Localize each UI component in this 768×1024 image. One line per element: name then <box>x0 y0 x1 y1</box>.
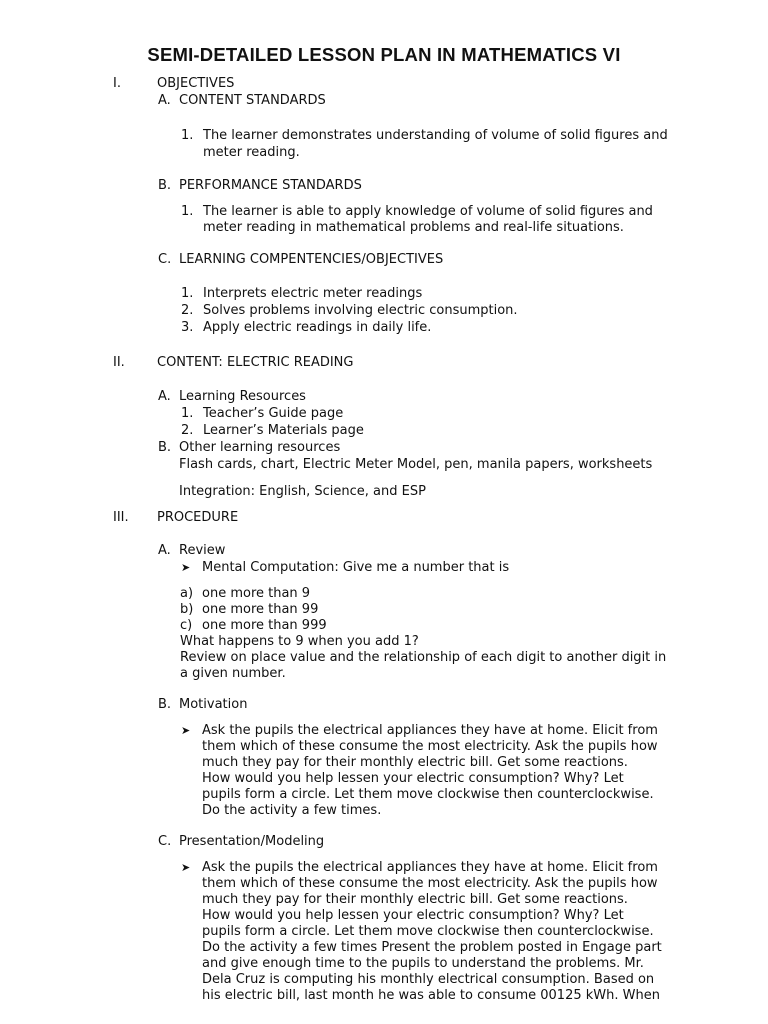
resource-item: Teacher’s Guide page <box>203 406 344 421</box>
subsection-other-resources: Other learning resources <box>179 440 341 455</box>
motivation-line: them which of these consume the most electricity. Ask the pupils how <box>202 739 658 754</box>
performance-standard-line: meter reading in mathematical problems and real-life situations. <box>203 220 624 235</box>
item-number: 1. <box>181 128 194 143</box>
presentation-line: his electric bill, last month he was able to consume 00125 kWh. When <box>202 988 660 1003</box>
subsection-learning-resources: Learning Resources <box>179 389 306 404</box>
presentation-line: Dela Cruz is computing his monthly electrical consumption. Based on <box>202 972 655 987</box>
review-line: Review on place value and the relationship of each digit to another digit in <box>180 650 667 665</box>
arrowhead-bullet-icon: ➤ <box>181 724 191 737</box>
performance-standard-line: The learner is able to apply knowledge of volume of solid figures and <box>203 204 653 219</box>
subsection-letter: C. <box>158 252 172 267</box>
subsection-content-standards: CONTENT STANDARDS <box>179 93 326 108</box>
subsection-learning-competencies: LEARNING COMPENTENCIES/OBJECTIVES <box>179 252 444 267</box>
presentation-line: much they pay for their monthly electric bill. Get some reactions. <box>202 892 628 907</box>
presentation-line: pupils form a circle. Let them move clockwise then counterclockwise. <box>202 924 654 939</box>
subsection-presentation: Presentation/Modeling <box>179 834 325 849</box>
competency-item: Solves problems involving electric consumption. <box>203 303 518 318</box>
subsection-letter: B. <box>158 697 172 712</box>
item-number: 1. <box>181 286 194 301</box>
presentation-line: and give enough time to the pupils to understand the problems. Mr. <box>202 956 644 971</box>
section-heading-procedure: PROCEDURE <box>157 510 239 525</box>
section-heading-objectives: OBJECTIVES <box>157 76 235 91</box>
motivation-line: much they pay for their monthly electric bill. Get some reactions. <box>202 755 628 770</box>
subsection-letter: A. <box>158 389 171 404</box>
subsection-letter: A. <box>158 93 171 108</box>
subsection-letter: C. <box>158 834 172 849</box>
content-standard-line: The learner demonstrates understanding of volume of solid figures and <box>203 128 668 143</box>
arrowhead-bullet-icon: ➤ <box>181 561 191 574</box>
other-resources-detail: Flash cards, chart, Electric Meter Model, pen, manila papers, worksheets <box>179 457 653 472</box>
presentation-line: How would you help lessen your electric consumption? Why? Let <box>202 908 624 923</box>
presentation-line: them which of these consume the most electricity. Ask the pupils how <box>202 876 658 891</box>
option-letter: a) <box>180 586 194 601</box>
presentation-line: Ask the pupils the electrical appliances they have at home. Elicit from <box>202 860 658 875</box>
item-number: 1. <box>181 204 194 219</box>
subsection-letter: B. <box>158 178 172 193</box>
motivation-line: How would you help lessen your electric consumption? Why? Let <box>202 771 624 786</box>
subsection-performance-standards: PERFORMANCE STANDARDS <box>179 178 362 193</box>
arrowhead-bullet-icon: ➤ <box>181 861 191 874</box>
option-item: one more than 99 <box>202 602 319 617</box>
option-item: one more than 9 <box>202 586 311 601</box>
item-number: 2. <box>181 423 194 438</box>
subsection-letter: B. <box>158 440 172 455</box>
section-numeral: I. <box>113 76 121 91</box>
subsection-letter: A. <box>158 543 171 558</box>
section-numeral: II. <box>113 355 125 370</box>
review-bullet: Mental Computation: Give me a number that is <box>202 560 510 575</box>
option-item: one more than 999 <box>202 618 327 633</box>
option-letter: c) <box>180 618 193 633</box>
integration-line: Integration: English, Science, and ESP <box>179 484 426 499</box>
motivation-line: pupils form a circle. Let them move clockwise then counterclockwise. <box>202 787 654 802</box>
page-title: SEMI-DETAILED LESSON PLAN IN MATHEMATICS VI <box>147 44 621 65</box>
subsection-review: Review <box>179 543 226 558</box>
item-number: 2. <box>181 303 194 318</box>
content-standard-line: meter reading. <box>203 145 300 160</box>
section-numeral: III. <box>113 510 129 525</box>
competency-item: Apply electric readings in daily life. <box>203 320 432 335</box>
resource-item: Learner’s Materials page <box>203 423 364 438</box>
review-line: a given number. <box>180 666 286 681</box>
subsection-motivation: Motivation <box>179 697 248 712</box>
presentation-line: Do the activity a few times Present the problem posted in Engage part <box>202 940 662 955</box>
item-number: 1. <box>181 406 194 421</box>
competency-item: Interprets electric meter readings <box>203 286 423 301</box>
section-heading-content: CONTENT: ELECTRIC READING <box>157 355 354 370</box>
item-number: 3. <box>181 320 194 335</box>
review-line: What happens to 9 when you add 1? <box>180 634 419 649</box>
motivation-line: Do the activity a few times. <box>202 803 382 818</box>
option-letter: b) <box>180 602 194 617</box>
motivation-line: Ask the pupils the electrical appliances they have at home. Elicit from <box>202 723 658 738</box>
